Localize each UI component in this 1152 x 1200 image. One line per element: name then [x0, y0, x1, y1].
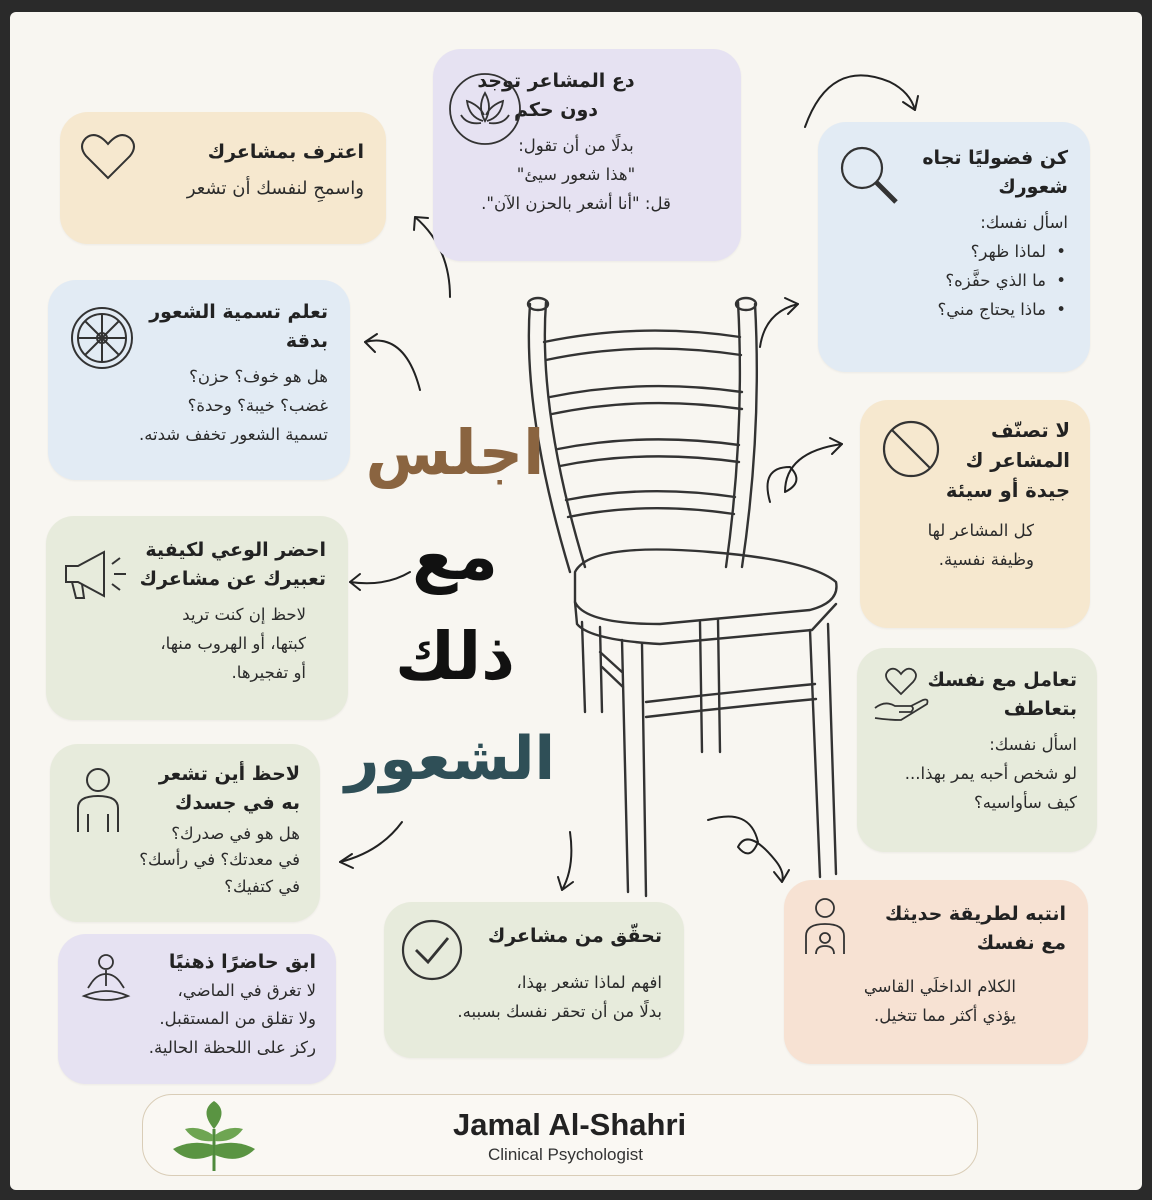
checkmark-icon	[400, 918, 464, 982]
card-compassion	[857, 648, 1097, 852]
arrow-to-noclassify	[768, 444, 843, 502]
card-line: قل: "أنا أشعر بالحزن الآن".	[481, 193, 671, 213]
card-line: غضب؟ خيبة؟ وحدة؟	[187, 395, 328, 415]
card-line: اسأل نفسك:	[980, 212, 1068, 232]
card-title: بدقة	[285, 330, 328, 353]
card-line: لو شخص أحبه يمر بهذا...	[904, 763, 1077, 783]
card-acknowledge-feelings	[60, 112, 386, 244]
card-name-feeling	[48, 280, 350, 480]
center-word-sit: اجلس	[365, 416, 545, 489]
megaphone-icon	[60, 544, 132, 604]
hand-heart-icon	[871, 664, 933, 726]
card-line: ولا تقلق من المستقبل.	[159, 1009, 316, 1029]
card-be-curious	[818, 122, 1090, 372]
card-line: الكلام الداخلَي القاسي	[863, 976, 1016, 996]
card-line: كيف سأواسيه؟	[974, 792, 1077, 812]
card-verify-feelings	[384, 902, 684, 1058]
leaf-logo-icon	[169, 1099, 259, 1173]
author-name: Jamal Al-Shahri	[453, 1107, 687, 1142]
card-line: افهم لماذا تشعر بهذا،	[516, 973, 662, 993]
card-line: في معدتك؟ في رأسك؟	[139, 850, 300, 870]
author-role: Clinical Psychologist	[488, 1145, 643, 1164]
card-line: لا تغرق في الماضي،	[177, 981, 316, 1001]
card-title: به في جسدك	[175, 792, 300, 815]
card-title: لاحظ أين تشعر	[158, 763, 300, 785]
person-icon	[72, 766, 124, 836]
card-line: لاحظ إن كنت تريد	[182, 604, 306, 624]
card-title: احضر الوعي لكيفية	[145, 539, 326, 561]
card-title: ابق حاضرًا ذهنيًا	[168, 951, 316, 973]
card-line: كبتها، أو الهروب منها،	[160, 633, 306, 653]
arrow-to-verify	[562, 832, 571, 890]
people-icon	[800, 896, 850, 958]
card-line: وظيفة نفسية.	[938, 549, 1034, 569]
card-line: "هذا شعور سيئ"	[516, 164, 636, 184]
card-title: بتعاطف	[1003, 698, 1077, 721]
card-line: يؤذي أكثر مما تتخيل.	[874, 1005, 1016, 1025]
card-line: ركز على اللحظة الحالية.	[148, 1037, 316, 1057]
heart-icon	[76, 128, 140, 184]
list-item: • لماذا ظهر؟	[838, 238, 1068, 267]
card-notice-body	[50, 744, 320, 922]
arrow-to-name	[365, 341, 420, 390]
center-word-that: ذلك	[394, 618, 516, 695]
dharma-wheel-icon	[68, 304, 136, 372]
card-title: اعترف بمشاعرك	[207, 141, 364, 163]
card-dont-classify	[860, 400, 1090, 628]
card-title: تعبيرك عن مشاعرك	[139, 568, 326, 591]
lotus-icon	[447, 71, 523, 147]
card-line: تسمية الشعور تخفف شدته.	[138, 424, 328, 444]
card-line: أو تفجيرها.	[231, 662, 306, 682]
list-item: • ما الذي حفَّزه؟	[838, 267, 1068, 296]
card-title: انتبه لطريقة حديثك	[885, 903, 1066, 925]
card-title: جيدة أو سيئة	[945, 479, 1070, 503]
card-line: هل هو في صدرك؟	[171, 823, 300, 843]
card-line: بدلًا من أن تقول:	[518, 135, 634, 155]
card-title: المشاعر ك	[965, 449, 1070, 473]
list-item: • ماذا يحتاج مني؟	[838, 296, 1068, 325]
chair-illustration	[528, 298, 836, 896]
card-title: لا تصنّف	[990, 419, 1070, 442]
center-word-with: مع	[412, 518, 498, 595]
card-title: مع نفسك	[976, 932, 1066, 955]
card-stay-present	[58, 934, 336, 1084]
card-line: في كتفيك؟	[224, 876, 300, 896]
arrow-to-selftalk	[708, 816, 783, 882]
magnifier-icon	[836, 142, 902, 208]
card-title: تعلم تسمية الشعور	[149, 301, 328, 323]
card-line: هل هو خوف؟ حزن؟	[189, 366, 328, 386]
card-line: واسمحِ لنفسك أن تشعر	[186, 178, 364, 200]
infographic-page	[10, 12, 1142, 1190]
forbidden-icon	[880, 418, 942, 480]
arrow-top-right	[805, 75, 915, 127]
card-line: بدلًا من أن تحقر نفسك بسببه.	[457, 1002, 662, 1022]
card-title: دع المشاعر توجد	[477, 70, 635, 92]
card-title: تعامل مع نفسك	[927, 669, 1077, 691]
card-title: دون حكم	[513, 99, 599, 122]
footer-signature	[142, 1094, 978, 1176]
card-awareness	[46, 516, 348, 720]
card-self-talk	[784, 880, 1088, 1064]
card-title: تحقّق من مشاعرك	[487, 925, 662, 947]
card-line: كل المشاعر لها	[927, 520, 1034, 540]
card-let-feelings-exist	[433, 49, 741, 261]
card-title: شعورك	[998, 176, 1068, 199]
card-title: كن فضوليًا تجاه	[922, 147, 1068, 169]
card-line: اسأل نفسك:	[989, 734, 1077, 754]
meditation-icon	[78, 952, 134, 1008]
center-word-feeling: الشعور	[344, 724, 556, 794]
